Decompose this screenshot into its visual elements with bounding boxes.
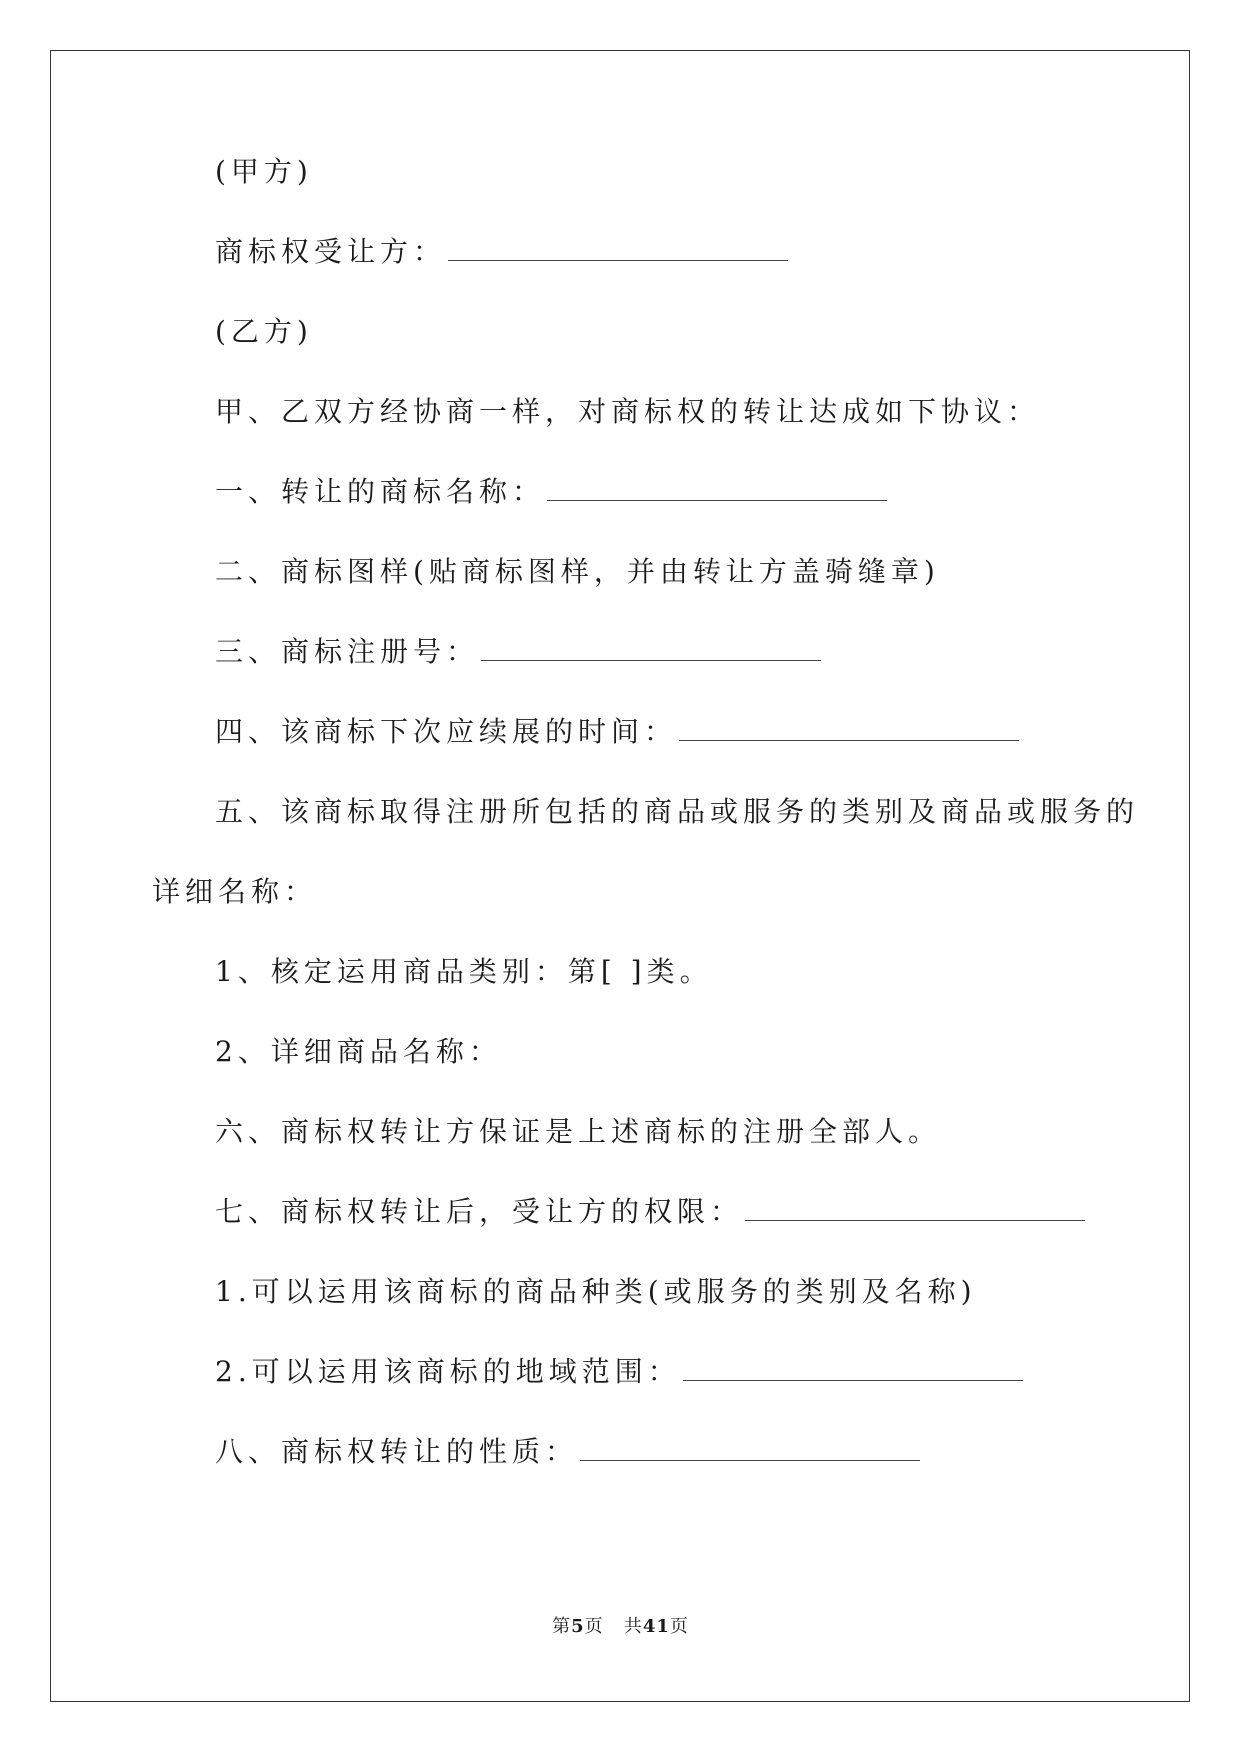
fill-in-blank[interactable] [679, 714, 1019, 741]
clause-4-renewal-date [215, 712, 1019, 752]
fill-in-blank[interactable] [745, 1194, 1085, 1221]
clause-3-registration-number [215, 632, 821, 672]
clause-2-trademark-sample [215, 552, 940, 592]
total-pages-number: 41 [642, 1616, 670, 1637]
fill-in-blank[interactable] [448, 234, 788, 261]
assignee-line [215, 232, 788, 272]
line-text: 1、核定运用商品类别：第[ ]类。 [215, 955, 713, 988]
line-text: 详细名称： [152, 875, 318, 908]
footer-total-suffix: 页 [669, 1616, 689, 1637]
fill-in-blank[interactable] [481, 634, 821, 661]
fill-in-blank[interactable] [580, 1434, 920, 1461]
line-text: 四、该商标下次应续展的时间： [215, 715, 678, 748]
line-text: 三、商标注册号： [215, 635, 480, 668]
clause-1-trademark-name [215, 472, 887, 512]
fill-in-blank[interactable] [547, 474, 887, 501]
line-text: 六、商标权转让方保证是上述商标的注册全部人。 [215, 1115, 942, 1148]
fill-in-blank[interactable] [683, 1354, 1023, 1381]
line-text: (乙方) [215, 315, 313, 348]
line-text: 商标权受让方： [215, 235, 447, 268]
clause-5-continued [152, 872, 317, 912]
item-1-goods-class [215, 952, 713, 992]
clause-5-goods-services [215, 792, 1139, 832]
line-text: 五、该商标取得注册所包括的商品或服务的类别及商品或服务的 [215, 795, 1140, 828]
item-1-goods-types [215, 1272, 977, 1312]
footer-page-suffix: 页 [584, 1616, 604, 1637]
footer-prefix: 第 [552, 1616, 572, 1637]
clause-6-guarantee [215, 1112, 941, 1152]
line-text: 二、商标图样(贴商标图样，并由转让方盖骑缝章) [215, 555, 940, 588]
party-a-label [215, 152, 313, 192]
line-text: 2.可以运用该商标的地域范围： [215, 1355, 681, 1388]
agreement-intro [215, 392, 1040, 432]
current-page-number: 5 [571, 1616, 585, 1637]
line-text: 一、转让的商标名称： [215, 475, 546, 508]
line-text: (甲方) [215, 155, 313, 188]
page-footer [0, 1612, 1241, 1638]
line-text: 八、商标权转让的性质： [215, 1435, 579, 1468]
clause-8-nature [215, 1432, 920, 1472]
item-2-territory [215, 1352, 1023, 1392]
line-text: 甲、乙双方经协商一样，对商标权的转让达成如下协议： [215, 395, 1041, 428]
line-text: 2、详细商品名称： [215, 1035, 502, 1068]
clause-7-assignee-rights [215, 1192, 1085, 1232]
line-text: 1.可以运用该商标的商品种类(或服务的类别及名称) [215, 1275, 977, 1308]
item-2-goods-name [215, 1032, 502, 1072]
footer-total-prefix: 共 [623, 1616, 643, 1637]
party-b-label [215, 312, 313, 352]
line-text: 七、商标权转让后，受让方的权限： [215, 1195, 744, 1228]
